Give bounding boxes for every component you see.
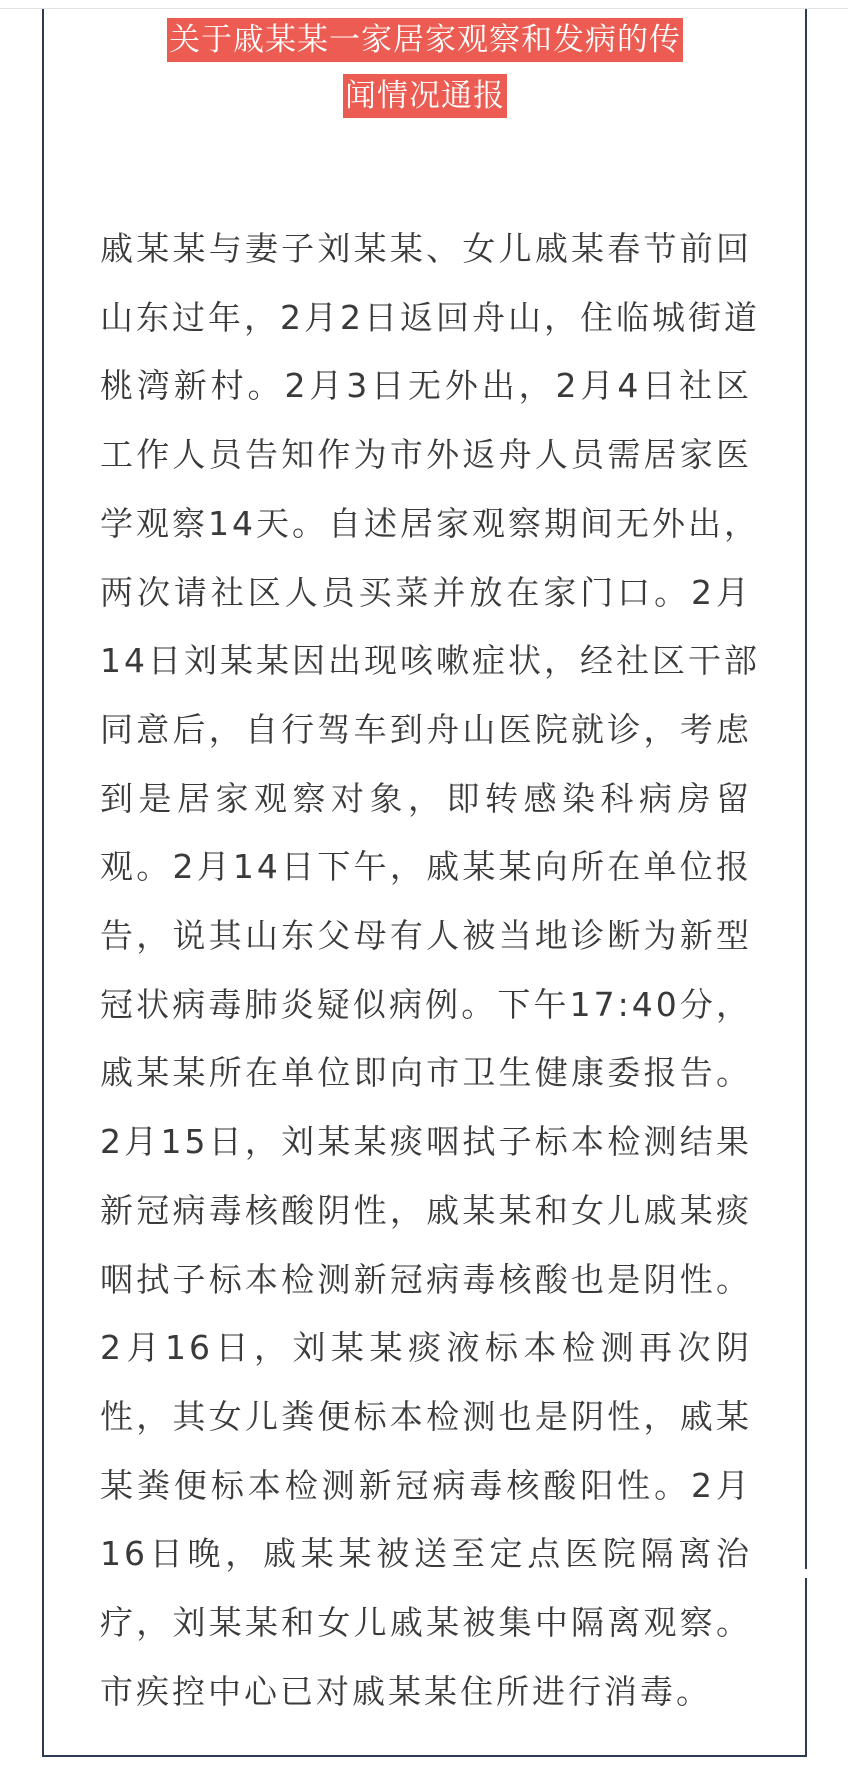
body-line: 性，其女儿粪便标本检测也是阴性，戚某 [100, 1396, 752, 1436]
article-title [100, 16, 750, 121]
frame-right-border-upper [805, 9, 807, 1569]
body-line: 同意后，自行驾车到舟山医院就诊，考虑 [100, 709, 752, 749]
body-line: 戚某某与妻子刘某某、女儿戚某春节前回 [100, 229, 752, 268]
frame-right-border-lower [805, 1578, 807, 1757]
body-line: 14日刘某某因出现咳嗽症状，经社区干部 [100, 641, 760, 681]
body-line: 疗，刘某某和女儿戚某被集中隔离观察。 [100, 1603, 752, 1643]
body-line: 戚某某所在单位即向市卫生健康委报告。 [100, 1053, 752, 1093]
body-line: 两次请社区人员买菜并放在家门口。2月 [100, 572, 752, 612]
body-line: 市疾控中心已对戚某某住所进行消毒。 [100, 1671, 712, 1711]
frame-left-border [42, 9, 44, 1757]
body-line: 山东过年，2月2日返回舟山，住临城街道 [100, 297, 760, 337]
frame-bottom-border [42, 1755, 807, 1757]
top-divider [0, 8, 848, 9]
body-line: 冠状病毒肺炎疑似病例。下午17:40分， [100, 984, 752, 1024]
body-line: 新冠病毒核酸阴性，戚某某和女儿戚某痰 [100, 1190, 752, 1230]
body-line: 咽拭子标本检测新冠病毒核酸也是阴性。 [100, 1259, 752, 1299]
body-line: 告，说其山东父母有人被当地诊断为新型 [100, 916, 752, 956]
body-line: 16日晚，戚某某被送至定点医院隔离治 [100, 1534, 752, 1574]
body-line: 某粪便标本检测新冠病毒核酸阳性。2月 [100, 1465, 752, 1505]
body-line: 到是居家观察对象，即转感染科病房留 [100, 778, 752, 818]
body-line: 工作人员告知作为市外返舟人员需居家医 [100, 435, 752, 475]
article-body [100, 215, 760, 1726]
body-line: 桃湾新村。2月3日无外出，2月4日社区 [100, 366, 752, 406]
title-line-2: 闻情况通报 [343, 74, 507, 118]
body-line: 学观察14天。自述居家观察期间无外出， [100, 503, 760, 543]
body-line: 2月16日，刘某某痰液标本检测再次阴 [100, 1328, 752, 1368]
title-line-1: 关于戚某某一家居家观察和发病的传 [167, 18, 683, 62]
body-line: 2月15日，刘某某痰咽拭子标本检测结果 [100, 1122, 752, 1162]
body-line: 观。2月14日下午，戚某某向所在单位报 [100, 847, 752, 887]
